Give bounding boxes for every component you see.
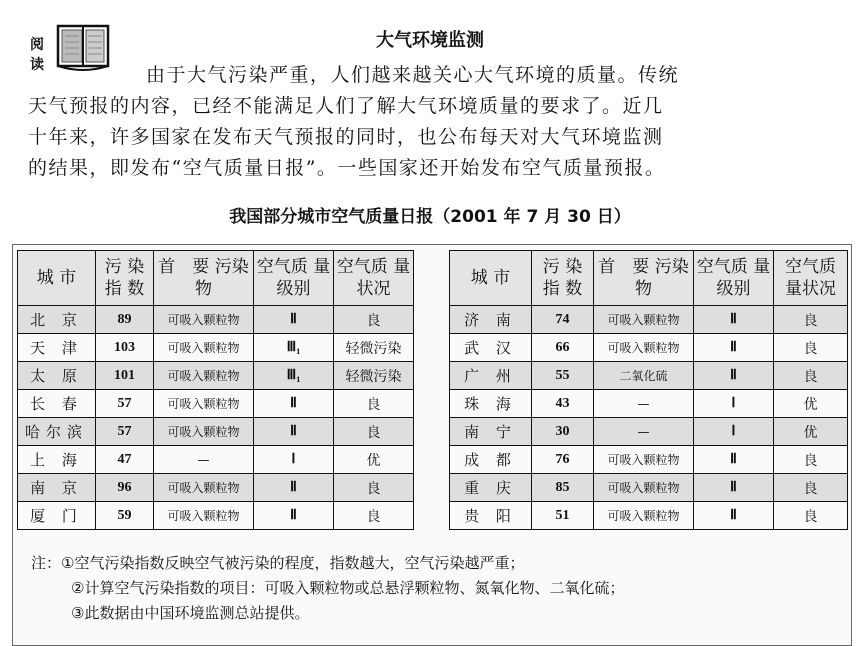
table-row (450, 446, 848, 474)
page-title: 大气环境监测 (376, 30, 484, 51)
cell-status: 良 (774, 446, 848, 474)
note-3: ③此数据由中国环境监测总站提供。 (71, 604, 310, 622)
table-row (450, 362, 848, 390)
cell-index: 96 (96, 474, 154, 502)
cell-level: Ⅱ (254, 306, 334, 334)
cell-city: 重 庆 (450, 474, 532, 502)
cell-index: 89 (96, 306, 154, 334)
table-row (450, 474, 848, 502)
cell-index: 47 (96, 446, 154, 474)
cell-status: 良 (334, 306, 414, 334)
header-level: 空气质 量级别 (694, 251, 774, 306)
cell-pollutant: 二氧化硫 (594, 362, 694, 390)
cell-city: 长 春 (18, 390, 96, 418)
paragraph-line-1: 由于大气污染严重，人们越来越关心大气环境的质量。传统 (146, 64, 680, 86)
cell-index: 85 (532, 474, 594, 502)
header-status: 空气质 量状况 (334, 251, 414, 306)
cell-level: Ⅱ (694, 334, 774, 362)
header-city: 城 市 (18, 251, 96, 306)
header-index: 污 染 指 数 (532, 251, 594, 306)
cell-level: Ⅲ₁ (254, 362, 334, 390)
cell-level: Ⅱ (694, 306, 774, 334)
cell-city: 上 海 (18, 446, 96, 474)
cell-city: 南 宁 (450, 418, 532, 446)
table-row (18, 306, 414, 334)
cell-index: 30 (532, 418, 594, 446)
cell-status: 优 (334, 446, 414, 474)
cell-index: 66 (532, 334, 594, 362)
cell-level: Ⅱ (694, 446, 774, 474)
cell-city: 天 津 (18, 334, 96, 362)
reading-tag-2: 读 (30, 57, 44, 73)
cell-index: 51 (532, 502, 594, 530)
header-index: 污 染 指 数 (96, 251, 154, 306)
cell-level: Ⅱ (254, 418, 334, 446)
cell-status: 良 (334, 418, 414, 446)
table-row (450, 334, 848, 362)
cell-status: 良 (774, 474, 848, 502)
cell-index: 76 (532, 446, 594, 474)
table-notes (31, 551, 831, 626)
cell-status: 良 (774, 502, 848, 530)
cell-index: 57 (96, 390, 154, 418)
table-row (450, 418, 848, 446)
cell-index: 101 (96, 362, 154, 390)
cell-level: Ⅰ (694, 418, 774, 446)
cell-status: 良 (774, 334, 848, 362)
cell-index: 59 (96, 502, 154, 530)
paragraph-line-2: 天气预报的内容，已经不能满足人们了解大气环境质量的要求了。近几 (28, 95, 664, 117)
cell-level: Ⅱ (254, 390, 334, 418)
note-1: 注：①空气污染指数反映空气被污染的程度，指数越大，空气污染越严重； (31, 554, 525, 572)
intro-paragraph (28, 60, 828, 184)
cell-city: 贵 阳 (450, 502, 532, 530)
header-city: 城 市 (450, 251, 532, 306)
table-row (18, 418, 414, 446)
cell-pollutant: 可吸入颗粒物 (594, 502, 694, 530)
cell-index: 57 (96, 418, 154, 446)
header-pollutant: 首 要 污染物 (154, 251, 254, 306)
reading-tag-1: 阅 (30, 37, 44, 53)
cell-status: 良 (334, 390, 414, 418)
table-row (450, 502, 848, 530)
header-status: 空气质 量状况 (774, 251, 848, 306)
cell-pollutant: — (154, 446, 254, 474)
cell-pollutant: 可吸入颗粒物 (154, 362, 254, 390)
cell-index: 103 (96, 334, 154, 362)
table-title: 我国部分城市空气质量日报（2001 年 7 月 30 日） (229, 207, 631, 227)
cell-city: 广 州 (450, 362, 532, 390)
paragraph-line-3: 十年来，许多国家在发布天气预报的同时，也公布每天对大气环境监测 (28, 126, 664, 148)
cell-level: Ⅱ (254, 502, 334, 530)
cell-city: 珠 海 (450, 390, 532, 418)
cell-index: 74 (532, 306, 594, 334)
table-row (450, 390, 848, 418)
cell-city: 成 都 (450, 446, 532, 474)
cell-pollutant: 可吸入颗粒物 (154, 474, 254, 502)
cell-status: 良 (334, 474, 414, 502)
cell-level: Ⅱ (694, 362, 774, 390)
cell-index: 43 (532, 390, 594, 418)
cell-pollutant: 可吸入颗粒物 (154, 418, 254, 446)
table-row (450, 306, 848, 334)
header-level: 空气质 量级别 (254, 251, 334, 306)
paragraph-line-4: 的结果，即发布“空气质量日报”。一些国家还开始发布空气质量预报。 (28, 157, 666, 179)
cell-level: Ⅱ (254, 474, 334, 502)
table-row (18, 334, 414, 362)
cell-level: Ⅰ (254, 446, 334, 474)
cell-status: 良 (774, 306, 848, 334)
cell-pollutant: 可吸入颗粒物 (594, 334, 694, 362)
cell-pollutant: 可吸入颗粒物 (154, 502, 254, 530)
table-row (18, 446, 414, 474)
cell-city: 武 汉 (450, 334, 532, 362)
note-2: ②计算空气污染指数的项目：可吸入颗粒物或总悬浮颗粒物、氮氧化物、二氧化硫； (71, 579, 625, 597)
air-quality-table-panel (12, 244, 852, 646)
cell-pollutant: 可吸入颗粒物 (594, 306, 694, 334)
cell-level: Ⅰ (694, 390, 774, 418)
table-row (18, 502, 414, 530)
cell-city: 厦 门 (18, 502, 96, 530)
cell-pollutant: — (594, 418, 694, 446)
air-quality-table-right (449, 250, 848, 530)
cell-status: 良 (334, 502, 414, 530)
table-row (18, 474, 414, 502)
cell-city: 哈尔滨 (18, 418, 96, 446)
cell-pollutant: — (594, 390, 694, 418)
cell-level: Ⅱ (694, 502, 774, 530)
cell-status: 优 (774, 390, 848, 418)
cell-city: 济 南 (450, 306, 532, 334)
cell-status: 轻微污染 (334, 334, 414, 362)
cell-pollutant: 可吸入颗粒物 (154, 306, 254, 334)
cell-pollutant: 可吸入颗粒物 (594, 446, 694, 474)
header-pollutant: 首 要 污染物 (594, 251, 694, 306)
cell-level: Ⅱ (694, 474, 774, 502)
cell-status: 优 (774, 418, 848, 446)
cell-index: 55 (532, 362, 594, 390)
cell-city: 北 京 (18, 306, 96, 334)
cell-city: 南 京 (18, 474, 96, 502)
cell-status: 良 (774, 362, 848, 390)
cell-status: 轻微污染 (334, 362, 414, 390)
cell-level: Ⅲ₁ (254, 334, 334, 362)
table-row (18, 362, 414, 390)
cell-pollutant: 可吸入颗粒物 (154, 334, 254, 362)
air-quality-table-left (17, 250, 414, 530)
cell-pollutant: 可吸入颗粒物 (594, 474, 694, 502)
table-row (18, 390, 414, 418)
cell-city: 太 原 (18, 362, 96, 390)
cell-pollutant: 可吸入颗粒物 (154, 390, 254, 418)
